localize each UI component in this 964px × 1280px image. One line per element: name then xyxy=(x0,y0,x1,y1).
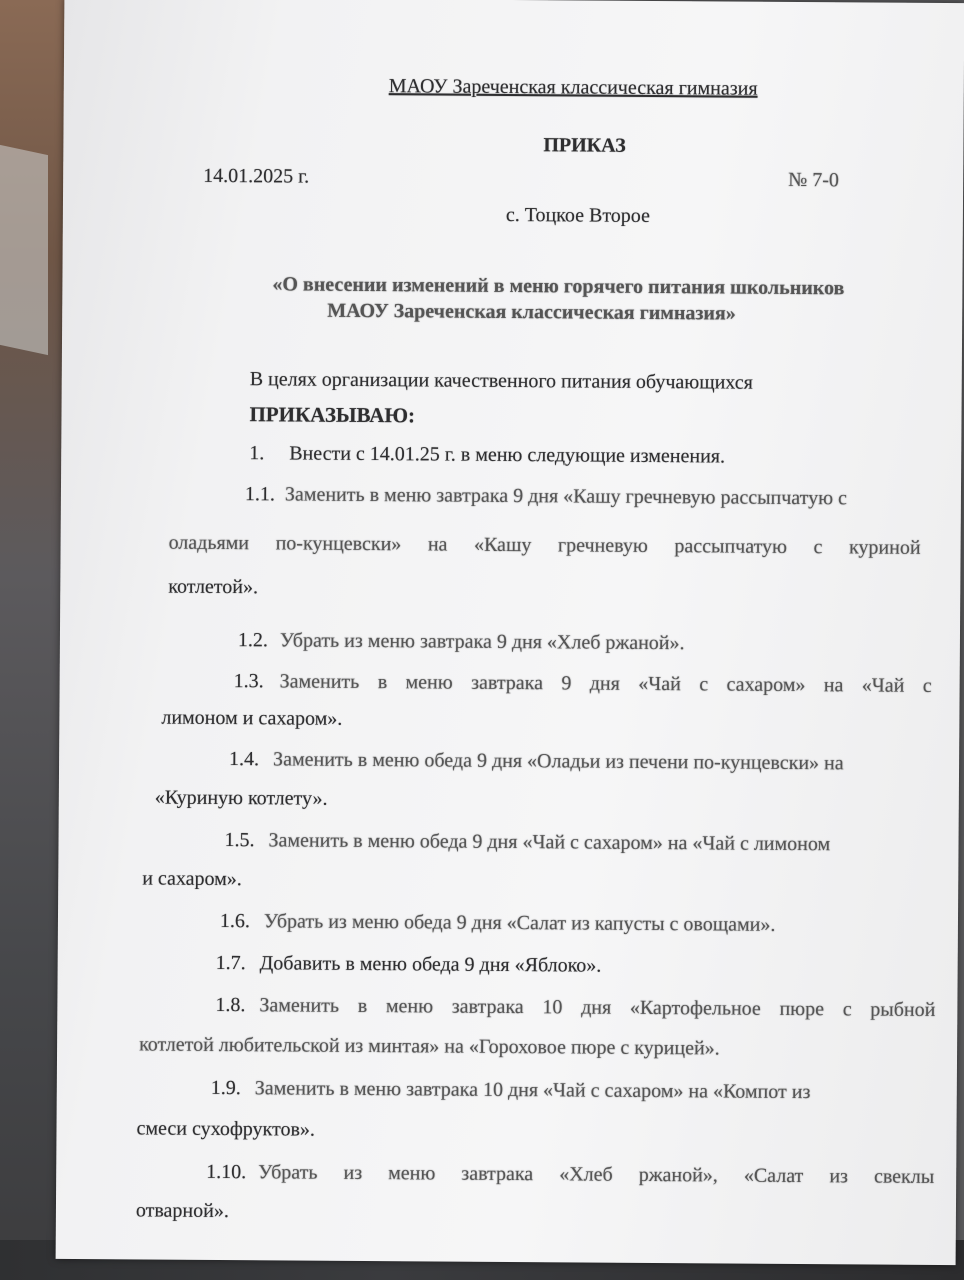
item-1-1-line3: котлетой». xyxy=(168,575,259,599)
item-1-1-line2: оладьями по-кунцевски» на «Кашу гречневую рассыпчатую с куриной xyxy=(168,531,921,559)
doc-date: 14.01.2025 г. xyxy=(203,164,310,188)
item-1-1-num: 1.1. xyxy=(244,483,276,506)
item-1-3-line2: лимоном и сахаром». xyxy=(161,706,343,730)
item-1-3-line1: Заменить в меню завтрака 9 дня «Чай с сахаром» на «Чай с xyxy=(279,670,932,697)
preamble: В целях организации качественного питания обучающихся xyxy=(249,368,753,394)
item-1-5-line1: Заменить в меню обеда 9 дня «Чай с сахаром» на «Чай с лимоном xyxy=(268,829,831,856)
item-1-9-line1: Заменить в меню завтрака 10 дня «Чай с сахаром» на «Компот из xyxy=(254,1077,811,1104)
item-1-6-line1: Убрать из меню обеда 9 дня «Салат из капусты с овощами». xyxy=(263,910,776,936)
item-1-3-num: 1.3. xyxy=(233,670,264,693)
item-1-10-line2: отварной». xyxy=(135,1199,229,1223)
doc-type-title: ПРИКАЗ xyxy=(543,134,626,157)
item-1-5-num: 1.5. xyxy=(224,829,255,852)
item-1-4-num: 1.4. xyxy=(229,748,260,771)
background-paper-stack xyxy=(0,145,48,355)
doc-number: № 7-0 xyxy=(788,168,839,192)
order-word: ПРИКАЗЫВАЮ: xyxy=(249,402,416,428)
item-1-5-line2: и сахаром». xyxy=(142,867,242,891)
item-1-1-line1: Заменить в меню завтрака 9 дня «Кашу гречневую рассыпчатую с xyxy=(284,483,848,510)
item-1-7-num: 1.7. xyxy=(215,951,246,975)
item-1-num: 1. xyxy=(249,442,265,465)
item-1-8-line2: котлетой любительской из минтая» на «Гороховое пюре с курицей». xyxy=(139,1033,720,1060)
item-1-9-line2: смеси сухофруктов». xyxy=(136,1117,316,1141)
item-1-6-num: 1.6. xyxy=(219,909,251,933)
item-1-8-num: 1.8. xyxy=(215,993,246,1017)
order-title-line2: МАОУ Зареченская классическая гимназия» xyxy=(327,299,736,325)
item-1-text: Внести с 14.01.25 г. в меню следующие изменения. xyxy=(289,442,726,468)
institution-header: МАОУ Зареченская классическая гимназия xyxy=(388,75,758,100)
item-1-2-num: 1.2. xyxy=(237,629,269,652)
item-1-2-line1: Убрать из меню завтрака 9 дня «Хлеб ржаной». xyxy=(279,629,685,655)
item-1-8-line1: Заменить в меню завтрака 10 дня «Картофельное пюре с рыбной xyxy=(259,994,936,1021)
order-title-line1: «О внесении изменений в меню горячего питания школьников xyxy=(272,273,845,300)
item-1-10-line1: Убрать из меню завтрака «Хлеб ржаной», «Салат из свеклы xyxy=(258,1161,935,1188)
item-1-9-num: 1.9. xyxy=(210,1076,241,1100)
item-1-4-line1: Заменить в меню обеда 9 дня «Оладьи из печени по-кунцевски» на xyxy=(273,748,844,775)
doc-place: с. Тоцкое Второе xyxy=(505,203,651,227)
item-1-7-line1: Добавить в меню обеда 9 дня «Яблоко». xyxy=(259,952,602,977)
item-1-10-num: 1.10. xyxy=(206,1160,247,1184)
document-page xyxy=(56,0,964,1265)
item-1-4-line2: «Куриную котлету». xyxy=(154,786,328,810)
